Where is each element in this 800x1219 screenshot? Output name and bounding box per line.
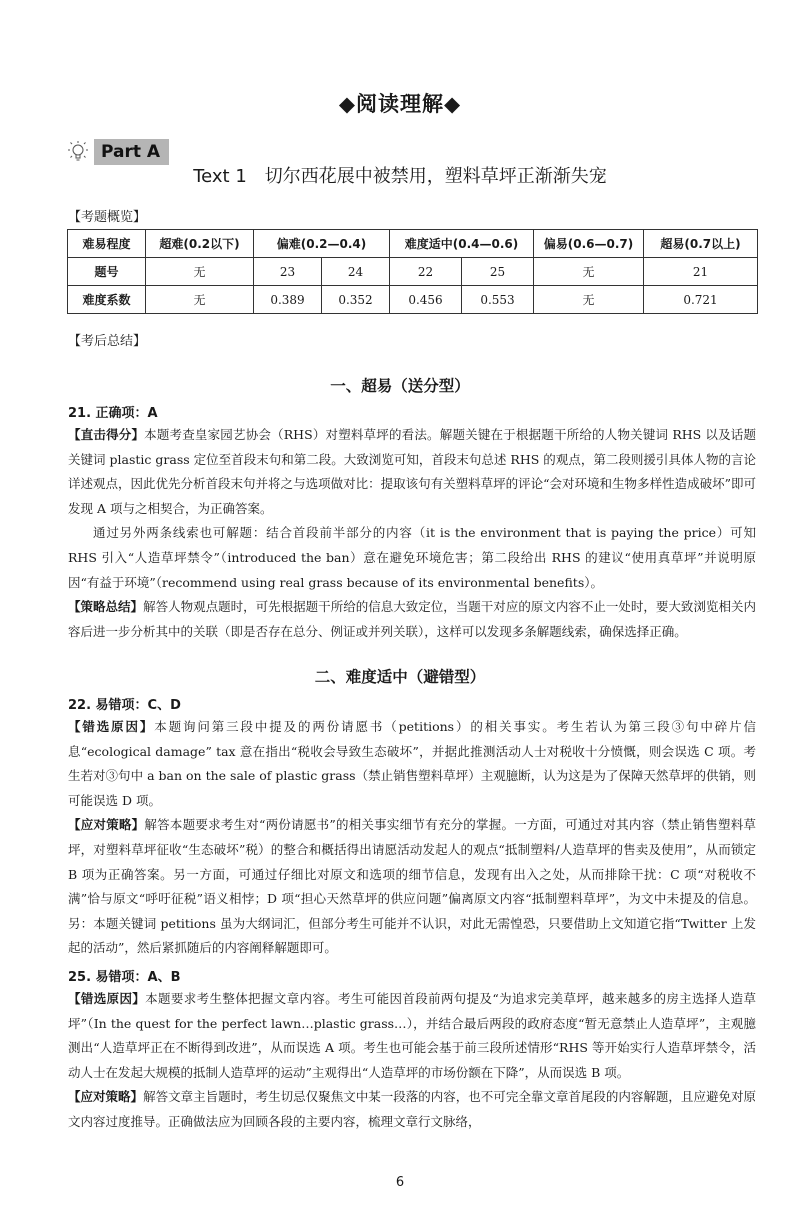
table-cell: 25 xyxy=(462,258,534,286)
table-cell: 0.389 xyxy=(254,286,322,314)
page-title: ◆阅读理解◆ xyxy=(338,92,462,116)
table-cell: 0.553 xyxy=(462,286,534,314)
table-cell: 21 xyxy=(644,258,758,286)
item-title: 22. 易错项：C、D xyxy=(68,698,181,713)
paragraph-tag: 【应对策略】 xyxy=(68,817,145,833)
paragraph-text: 解答本题要求考生对“两份请愿书”的相关事实细节有充分的掌握。一方面，可通过对其内容（禁止销售塑料草坪，对塑料草坪征收“生态破坏”税）的整合和概括得出请愿活动发起人的观点“抵制塑料/人造草坪的售卖及使用”，从而锁定 B 项为正确答案。另一方面，可通过仔细比对原文和选项的细节信息，发现有出入之处，从而排除干扰：C 项“对税收不满”恰与原文“呼吁征税”语义相悖；D 项“担心天然草坪的供应问题”偏离原文内容“抵制塑料草坪”，为文中未提及的信息。另：本题关键词 petitions 虽为大纲词汇，但部分考生可能并不认识，对此无需惶恐，只要借助上文知道它指“Twitter 上发起的活动”，然后紧抓随后的内容阐释解题即可。 xyxy=(68,817,756,956)
part-badge: Part A xyxy=(94,139,169,165)
paragraph xyxy=(68,987,756,1085)
summary-label: 【考后总结】 xyxy=(68,334,147,349)
paragraph-tag: 【应对策略】 xyxy=(68,1089,144,1105)
table-cell: 24 xyxy=(322,258,390,286)
difficulty-table xyxy=(67,229,758,314)
table-cell: 23 xyxy=(254,258,322,286)
table-cell: 22 xyxy=(390,258,462,286)
page-number: 6 xyxy=(395,1175,405,1190)
section-heading: 一、超易（送分型） xyxy=(330,377,470,395)
paragraph xyxy=(68,595,756,644)
table-cell: 无 xyxy=(534,286,644,314)
section1-body xyxy=(68,405,756,644)
paragraph-tag: 【错选原因】 xyxy=(68,719,155,734)
paragraph-text: 本题考查皇家园艺协会（RHS）对塑料草坪的看法。解题关键在于根据题干所给的人物关键词 RHS 以及话题关键词 plastic grass 定位至首段末句和第二段。大致浏览可知，首段末句总述 RHS 的观点，第二段则援引具体人物的言论详述观点，因此优先分析首段末句并将之与选项做对比：提取该句有关塑料草坪的评论“会对环境和生物多样性造成破坏”即可发现 A 项与之相契合，为正确答案。 xyxy=(68,427,756,516)
paragraph xyxy=(68,423,756,521)
text-title: Text 1 切尔西花展中被禁用，塑料草坪正渐渐失宠 xyxy=(193,166,607,187)
paragraph xyxy=(68,813,756,961)
paragraph-text: 解答人物观点题时，可先根据题干所给的信息大致定位，当题干对应的原文内容不止一处时，要大致浏览相关内容后进一步分析其中的关联（即是否存在总分、例证或并列关联），这样可以发现多条解题线索，确保选择正确。 xyxy=(68,599,756,639)
table-header-cell: 偏难(0.2—0.4) xyxy=(254,230,390,258)
table-cell: 无 xyxy=(146,286,254,314)
table-header-row xyxy=(68,230,758,258)
paragraph-tag: 【错选原因】 xyxy=(68,990,146,1006)
table-header-cell: 难易程度 xyxy=(68,230,146,258)
paragraph xyxy=(68,715,756,813)
paragraph-text: 通过另外两条线索也可解题：结合首段前半部分的内容（it is the environment that is paying the price）可知 RHS 引入“人造草坪禁令”（introduced the ban）意在避免环境危害；第二段给出 RHS 的建议“使用真草坪”并说明原因“有益于环境”（recommend using real grass because of its environmental benefits）。 xyxy=(68,525,756,590)
paragraph-text: 解答文章主旨题时，考生切忌仅聚焦文中某一段落的内容，也不可完全靠文章首尾段的内容解题，且应避免对原文内容过度推导。正确做法应为回顾各段的主要内容，梳理文章行文脉络， xyxy=(68,1089,756,1129)
paragraph-text: 本题要求考生整体把握文章内容。考生可能因首段前两句提及“为追求完美草坪，越来越多的房主选择人造草坪”（In the quest for the perfect lawn…plastic grass…），并结合最后两段的政府态度“暂无意禁止人造草坪”，主观臆测出“人造草坪正在不断得到改进”，从而误选 A 项。考生也可能会基于前三段所述情形“RHS 等开始实行人造草坪禁令，活动人士在发起大规模的抵制人造草坪的运动”主观得出“人造草坪的市场份额在下降”，从而误选 B 项。 xyxy=(68,990,756,1080)
paragraph xyxy=(68,521,756,595)
table-cell: 无 xyxy=(146,258,254,286)
item-title: 25. 易错项：A、B xyxy=(68,969,181,985)
paragraph-text: 本题询问第三段中提及的两份请愿书（petitions）的相关事实。考生若认为第三段③句中碎片信息“ecological damage” tax 意在指出“税收会导致生态破坏”，并据此推测活动人士对税收十分愤慨，则会误选 C 项。考生若对③句中 a ban on the sale of plastic grass（禁止销售塑料草坪）主观臆断，认为这是为了保障天然草坪的供销，则可能误选 D 项。 xyxy=(68,719,756,808)
table-row xyxy=(68,258,758,286)
table-row-label: 题号 xyxy=(68,258,146,286)
table-header-cell: 超易(0.7以上) xyxy=(644,230,758,258)
item-title: 21. 正确项：A xyxy=(68,406,158,421)
table-header-cell: 偏易(0.6—0.7) xyxy=(534,230,644,258)
paragraph-tag: 【直击得分】 xyxy=(68,427,145,442)
section2-body xyxy=(68,697,756,1135)
table-cell: 0.352 xyxy=(322,286,390,314)
table-cell: 0.456 xyxy=(390,286,462,314)
paragraph-tag: 【策略总结】 xyxy=(68,599,144,615)
table-row xyxy=(68,286,758,314)
table-cell: 无 xyxy=(534,258,644,286)
overview-label: 【考题概览】 xyxy=(68,210,147,225)
paragraph xyxy=(68,1085,756,1134)
table-cell: 0.721 xyxy=(644,286,758,314)
table-header-cell: 超难(0.2以下) xyxy=(146,230,254,258)
section-heading: 二、难度适中（避错型） xyxy=(314,668,486,686)
table-row-label: 难度系数 xyxy=(68,286,146,314)
table-header-cell: 难度适中(0.4—0.6) xyxy=(390,230,534,258)
